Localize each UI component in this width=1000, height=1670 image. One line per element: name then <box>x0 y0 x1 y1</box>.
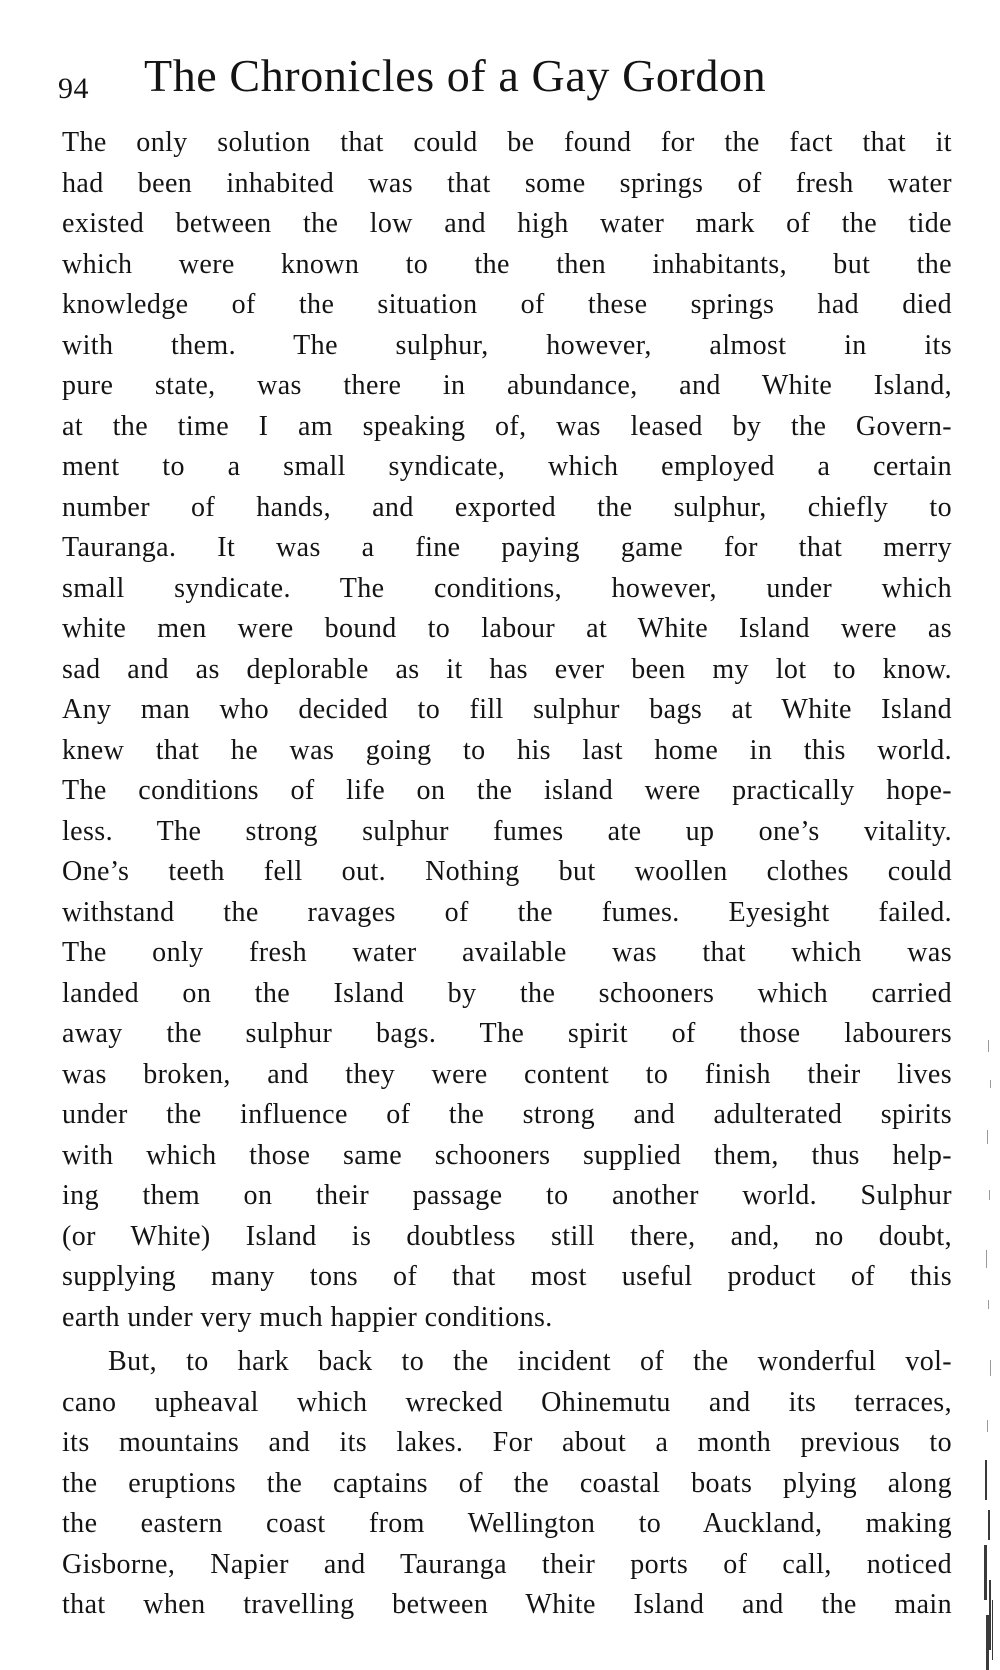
text-line: landed on the Island by the schooners which carried <box>62 977 952 1009</box>
text-line: was broken, and they were content to finish their lives <box>62 1058 952 1090</box>
text-line: at the time I am speaking of, was leased by the Govern- <box>62 410 952 442</box>
text-line: (or White) Island is doubtless still there, and, no doubt, <box>62 1220 952 1252</box>
text-line: less. The strong sulphur fumes ate up one’s vitality. <box>62 815 952 847</box>
page-header <box>58 44 958 114</box>
text-line: had been inhabited was that some springs of fresh water <box>62 167 952 199</box>
text-line: One’s teeth fell out. Nothing but woollen clothes could <box>62 856 952 887</box>
text-line: existed between the low and high water mark of the tide <box>62 208 952 239</box>
text-line: away the sulphur bags. The spirit of those labourers <box>62 1018 952 1049</box>
text-line: which were known to the then inhabitants, but the <box>62 248 952 280</box>
text-line: ing them on their passage to another world. Sulphur <box>62 1180 952 1211</box>
text-line: Tauranga. It was a fine paying game for that merry <box>62 532 952 563</box>
text-line: withstand the ravages of the fumes. Eyesight failed. <box>62 896 952 928</box>
text-line: the eruptions the captains of the coastal boats plying along <box>62 1467 952 1499</box>
text-line: Any man who decided to fill sulphur bags at White Island <box>62 694 952 725</box>
text-line: small syndicate. The conditions, however, under which <box>62 572 952 604</box>
text-line: under the influence of the strong and adulterated spirits <box>62 1099 952 1130</box>
text-line: The only solution that could be found for the fact that it <box>62 127 952 158</box>
text-line: white men were bound to labour at White Island were as <box>62 613 952 644</box>
text-line: earth under very much happier conditions. <box>62 1301 553 1333</box>
text-line: The conditions of life on the island were practically hope- <box>62 775 952 806</box>
text-line: Gisborne, Napier and Tauranga their ports of call, noticed <box>62 1548 952 1580</box>
text-line: The only fresh water available was that which was <box>62 937 952 968</box>
text-line: pure state, was there in abundance, and White Island, <box>62 370 952 401</box>
text-line: But, to hark back to the incident of the wonderful vol- <box>108 1346 952 1377</box>
body-text <box>62 123 952 1626</box>
page-edge-scan-marks <box>974 1040 1000 1670</box>
text-line: supplying many tons of that most useful product of this <box>62 1261 952 1292</box>
running-title: The Chronicles of a Gay Gordon <box>144 50 767 101</box>
text-line: its mountains and its lakes. For about a month previous to <box>62 1427 952 1458</box>
text-line: with which those same schooners supplied them, thus help- <box>62 1139 952 1171</box>
text-line: number of hands, and exported the sulphur, chiefly to <box>62 491 952 523</box>
paragraph <box>62 123 952 1338</box>
text-line: knew that he was going to his last home in this world. <box>62 734 952 766</box>
text-line: that when travelling between White Island and the main <box>62 1589 952 1620</box>
text-line: with them. The sulphur, however, almost in its <box>62 329 952 361</box>
text-line: the eastern coast from Wellington to Auckland, making <box>62 1508 952 1539</box>
text-line: cano upheaval which wrecked Ohinemutu and its terraces, <box>62 1386 952 1418</box>
text-line: sad and as deplorable as it has ever been my lot to know. <box>62 653 952 685</box>
page-number: 94 <box>58 72 89 105</box>
paragraph <box>62 1342 952 1626</box>
text-line: knowledge of the situation of these springs had died <box>62 289 952 320</box>
text-line: ment to a small syndicate, which employed a certain <box>62 451 952 482</box>
